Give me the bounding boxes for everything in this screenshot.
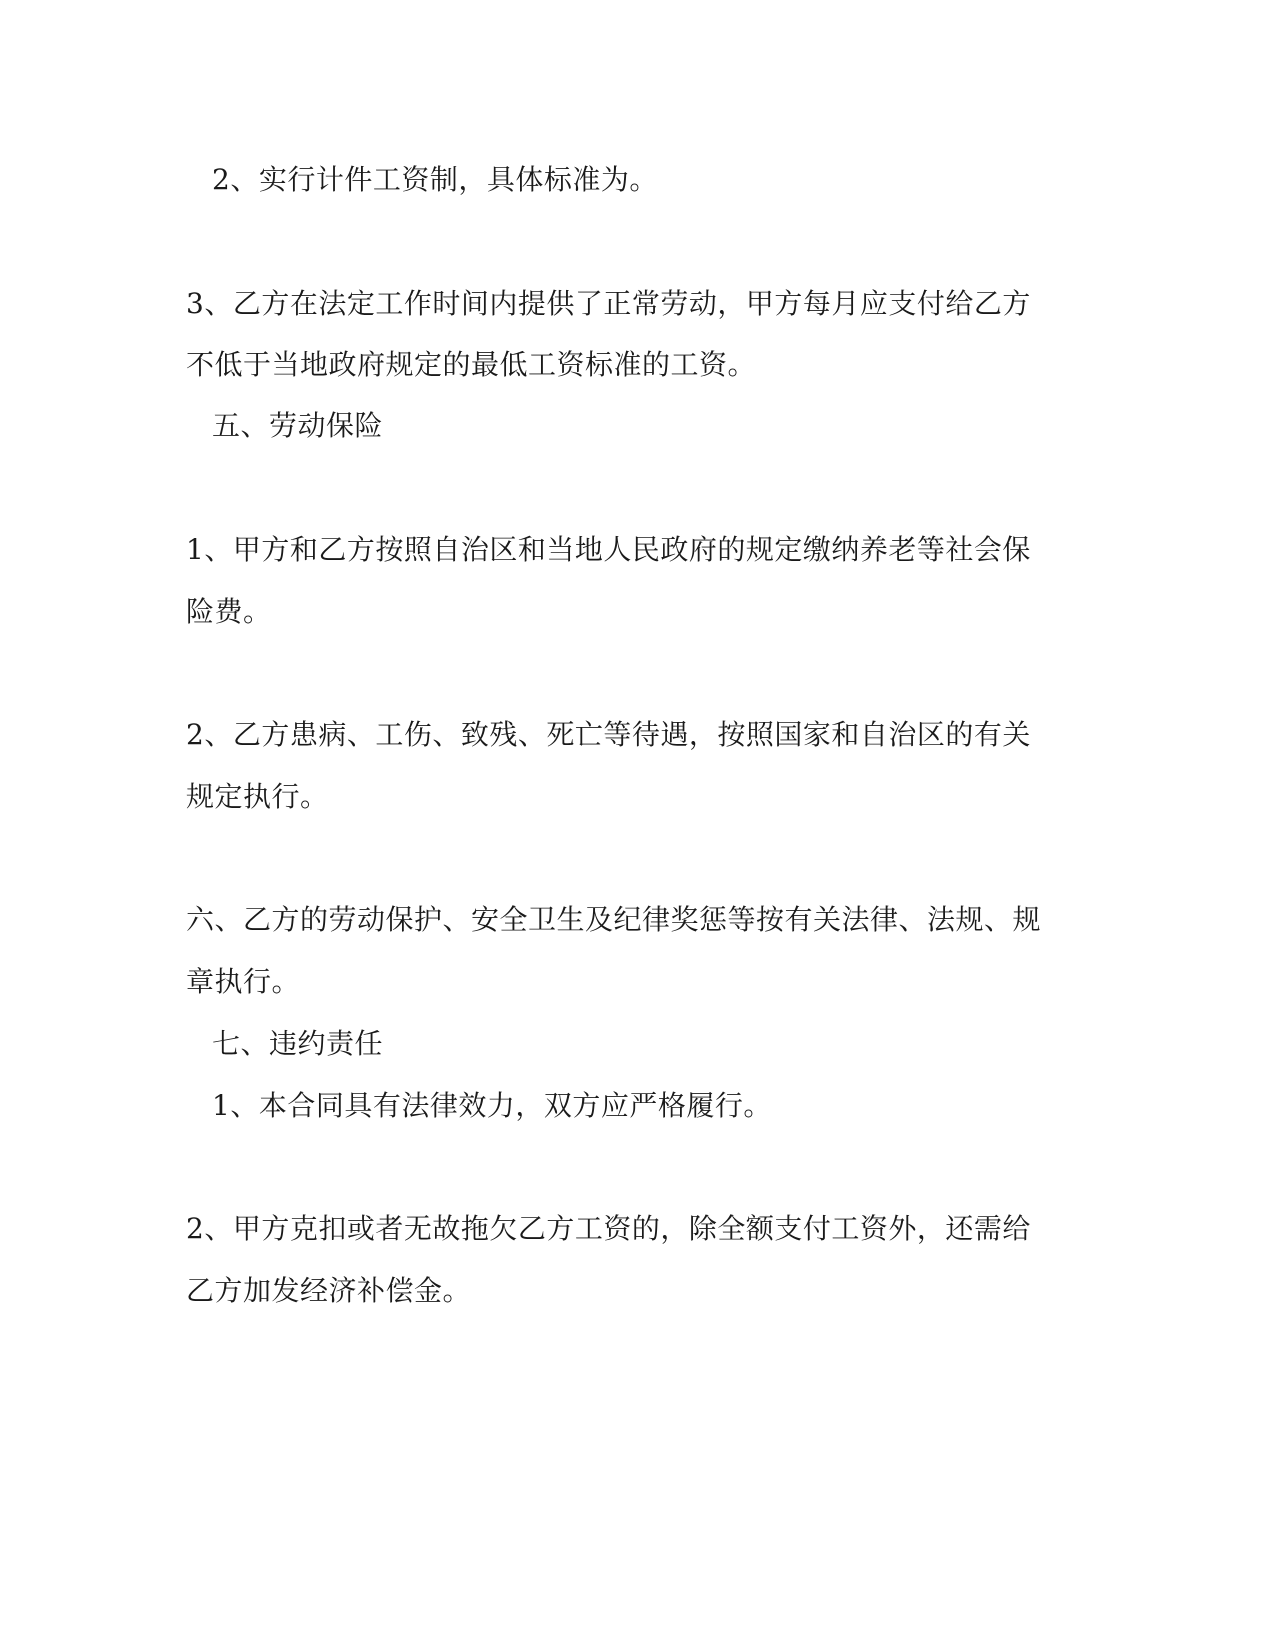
paragraph-social-insurance-line-2: 险费。 [186, 595, 272, 628]
section-labor-protection-line-2: 章执行。 [186, 965, 301, 998]
paragraph-contract-validity: 1、本合同具有法律效力，双方应严格履行。 [212, 1089, 772, 1122]
paragraph-minimum-wage-line-2: 不低于当地政府规定的最低工资标准的工资。 [186, 348, 757, 381]
paragraph-wage-arrears-line-1: 2、甲方克扣或者无故拖欠乙方工资的，除全额支付工资外，还需给 [186, 1212, 1031, 1245]
paragraph-injury-benefits-line-2: 规定执行。 [186, 780, 329, 813]
section-heading-breach-liability: 七、违约责任 [212, 1027, 384, 1060]
paragraph-wage-arrears-line-2: 乙方加发经济补偿金。 [186, 1274, 472, 1307]
paragraph-minimum-wage-line-1: 3、乙方在法定工作时间内提供了正常劳动，甲方每月应支付给乙方 [186, 287, 1031, 320]
section-labor-protection-line-1: 六、乙方的劳动保护、安全卫生及纪律奖惩等按有关法律、法规、规 [186, 903, 1042, 936]
paragraph-injury-benefits-line-1: 2、乙方患病、工伤、致残、死亡等待遇，按照国家和自治区的有关 [186, 718, 1031, 751]
paragraph-social-insurance-line-1: 1、甲方和乙方按照自治区和当地人民政府的规定缴纳养老等社会保 [186, 533, 1031, 566]
paragraph-piece-rate-wage: 2、实行计件工资制，具体标准为。 [212, 163, 658, 196]
section-heading-labor-insurance: 五、劳动保险 [212, 409, 384, 442]
